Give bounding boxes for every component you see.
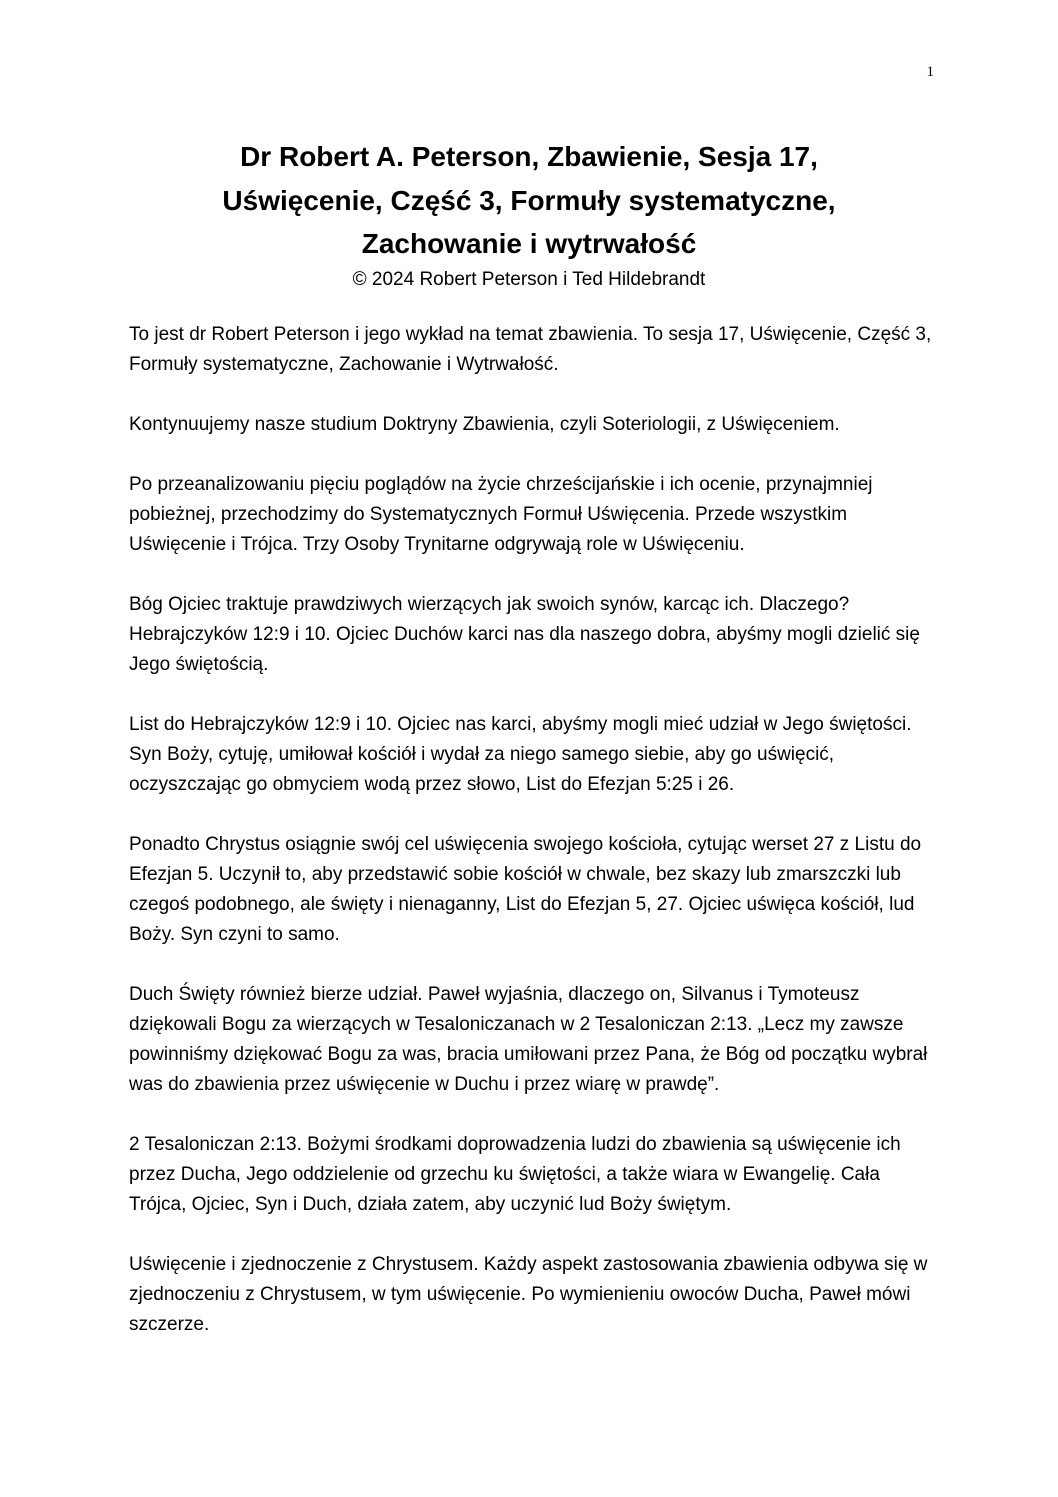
paragraph: 2 Tesaloniczan 2:13. Bożymi środkami doprowadzenia ludzi do zbawienia są uświęcenie ich przez Ducha, Jego oddzielenie od grzechu ku świętości, a także wiara w Ewangelię. Cała Trójca, Ojciec, Syn i Duch, działa zatem, aby uczynić lud Boży świętym.: [129, 1134, 901, 1215]
paragraph: Uświęcenie i zjednoczenie z Chrystusem. Każdy aspekt zastosowania zbawienia odbywa się w zjednoczeniu z Chrystusem, w tym uświęcenie. Po wymienieniu owoców Ducha, Paweł mówi szczerze.: [129, 1254, 928, 1335]
title-line-2: Uświęcenie, Część 3, Formuły systematyczne,: [222, 184, 836, 216]
title-line-1: Dr Robert A. Peterson, Zbawienie, Sesja 17,: [240, 141, 818, 172]
paragraph: Duch Święty również bierze udział. Paweł wyjaśnia, dlaczego on, Silvanus i Tymoteusz dziękowali Bogu za wierzących w Tesaloniczanach w 2 Tesaloniczan 2:13. „Lecz my zawsze powinniśmy dziękować Bogu za was, bracia umiłowani przez Pana, że Bóg od początku wybrał was do zbawienia przez uświęcenie w Duchu i przez wiarę w prawdę”.: [129, 984, 928, 1095]
document-body: [129, 320, 941, 1370]
paragraph: Bóg Ojciec traktuje prawdziwych wierzących jak swoich synów, karcąc ich. Dlaczego? Hebrajczyków 12:9 i 10. Ojciec Duchów karci nas dla naszego dobra, abyśmy mogli dzielić się Jego świętością.: [129, 594, 920, 675]
paragraph: Kontynuujemy nasze studium Doktryny Zbawienia, czyli Soteriologii, z Uświęceniem.: [129, 414, 840, 435]
document-title: [120, 135, 938, 266]
paragraph: To jest dr Robert Peterson i jego wykład na temat zbawienia. To sesja 17, Uświęcenie, Część 3, Formuły systematyczne, Zachowanie i Wytrwałość.: [129, 324, 932, 375]
page-number: 1: [926, 64, 934, 80]
paragraph: List do Hebrajczyków 12:9 i 10. Ojciec nas karci, abyśmy mogli mieć udział w Jego świętości. Syn Boży, cytuję, umiłował kościół i wydał za niego samego siebie, aby go uświęcić, oczyszczając go obmyciem wodą przez słowo, List do Efezjan 5:25 i 26.: [129, 714, 912, 795]
paragraph: Ponadto Chrystus osiągnie swój cel uświęcenia swojego kościoła, cytując werset 27 z Listu do Efezjan 5. Uczynił to, aby przedstawić sobie kościół w chwale, bez skazy lub zmarszczki lub czegoś podobnego, ale święty i nienaganny, List do Efezjan 5, 27. Ojciec uświęca kościół, lud Boży. Syn czyni to samo.: [129, 834, 922, 945]
title-line-3: Zachowanie i wytrwałość: [361, 228, 697, 259]
paragraph: Po przeanalizowaniu pięciu poglądów na życie chrześcijańskie i ich ocenie, przynajmniej pobieżnej, przechodzimy do Systematycznych Formuł Uświęcenia. Przede wszystkim Uświęcenie i Trójca. Trzy Osoby Trynitarne odgrywają role w Uświęceniu.: [129, 474, 873, 555]
copyright-notice: © 2024 Robert Peterson i Ted Hildebrandt: [352, 269, 706, 290]
